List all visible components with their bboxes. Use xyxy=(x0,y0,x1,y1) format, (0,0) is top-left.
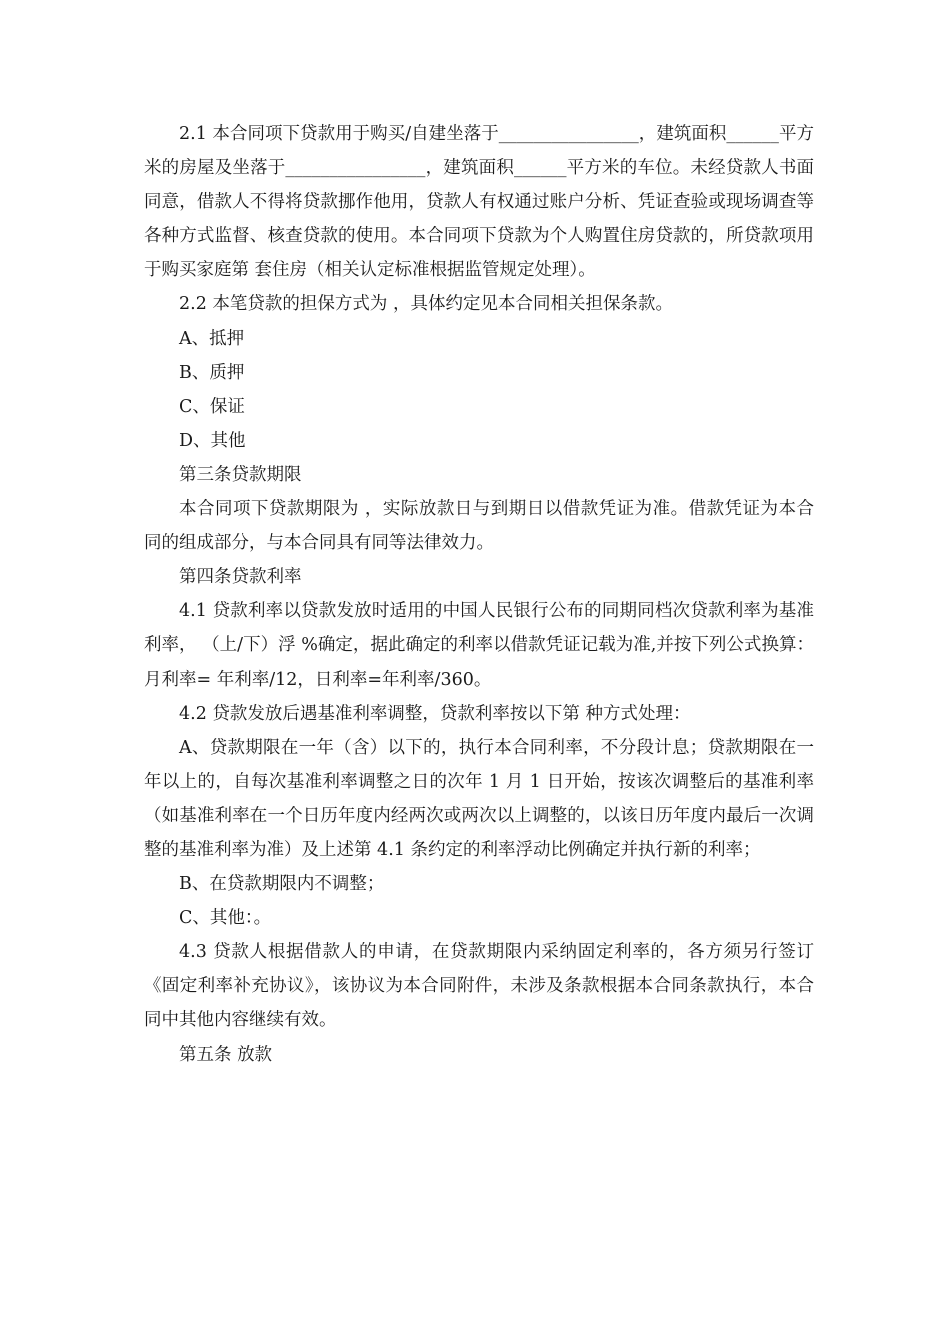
guarantee-option-c: C、保证 xyxy=(179,396,245,417)
article-3-heading: 第三条贷款期限 xyxy=(179,464,302,485)
clause-4-3-fixed-rate: 4.3 贷款人根据借款人的申请，在贷款期限内采纳固定利率的，各方须另行签订《固定利率补充协议》，该协议为本合同附件，未涉及条款根据本合同条款执行，本合同中其他内容继续有效。 xyxy=(144,942,814,1031)
clause-4-2-rate-adjustment: 4.2 贷款发放后遇基准利率调整，贷款利率按以下第 种方式处理： xyxy=(179,703,691,724)
article-3-loan-term: 本合同项下贷款期限为 ，实际放款日与到期日以借款凭证为准。借款凭证为本合同的组成部分，与本合同具有同等法律效力。 xyxy=(144,499,814,554)
clause-2-1-loan-purpose: 2.1 本合同项下贷款用于购买/自建坐落于________________，建筑面积______平方米的房屋及坐落于________________，建筑面积______平方米的车位。未经贷款人书面同意，借款人不得将贷款挪作他用，贷款人有权通过账户分析、凭证查验或现场调查等各种方式监督、核查贷款的使用。本合同项下贷款为个人购置住房贷款的，所贷款项用于购买家庭第 套住房（相关认定标准根据监管规定处理）。 xyxy=(144,124,814,281)
rate-adjustment-option-c: C、其他：。 xyxy=(179,908,272,929)
clause-4-1-interest-rate: 4.1 贷款利率以贷款发放时适用的中国人民银行公布的同期同档次贷款利率为基准利率， （上/下）浮 %确定，据此确定的利率以借款凭证记载为准,并按下列公式换算：月利率= 年利率/12，日利率=年利率/360。 xyxy=(144,601,814,690)
article-5-heading: 第五条 放款 xyxy=(179,1044,273,1065)
guarantee-option-d: D、其他 xyxy=(179,430,246,451)
document-body xyxy=(144,117,814,1072)
article-4-heading: 第四条贷款利率 xyxy=(179,567,302,588)
guarantee-option-b: B、质押 xyxy=(179,362,245,383)
rate-adjustment-option-b: B、在贷款期限内不调整； xyxy=(179,874,385,895)
clause-2-2-guarantee-method: 2.2 本笔贷款的担保方式为 ，具体约定见本合同相关担保条款。 xyxy=(179,294,673,315)
rate-adjustment-option-a: A、贷款期限在一年（含）以下的，执行本合同利率，不分段计息；贷款期限在一年以上的，自每次基准利率调整之日的次年 1 月 1 日开始，按该次调整后的基准利率（如基准利率在一个日历年度内经两次或两次以上调整的，以该日历年度内最后一次调整的基准利率为准）及上述第 4.1 条约定的利率浮动比例确定并执行新的利率； xyxy=(144,737,814,860)
guarantee-option-a: A、抵押 xyxy=(179,328,245,349)
